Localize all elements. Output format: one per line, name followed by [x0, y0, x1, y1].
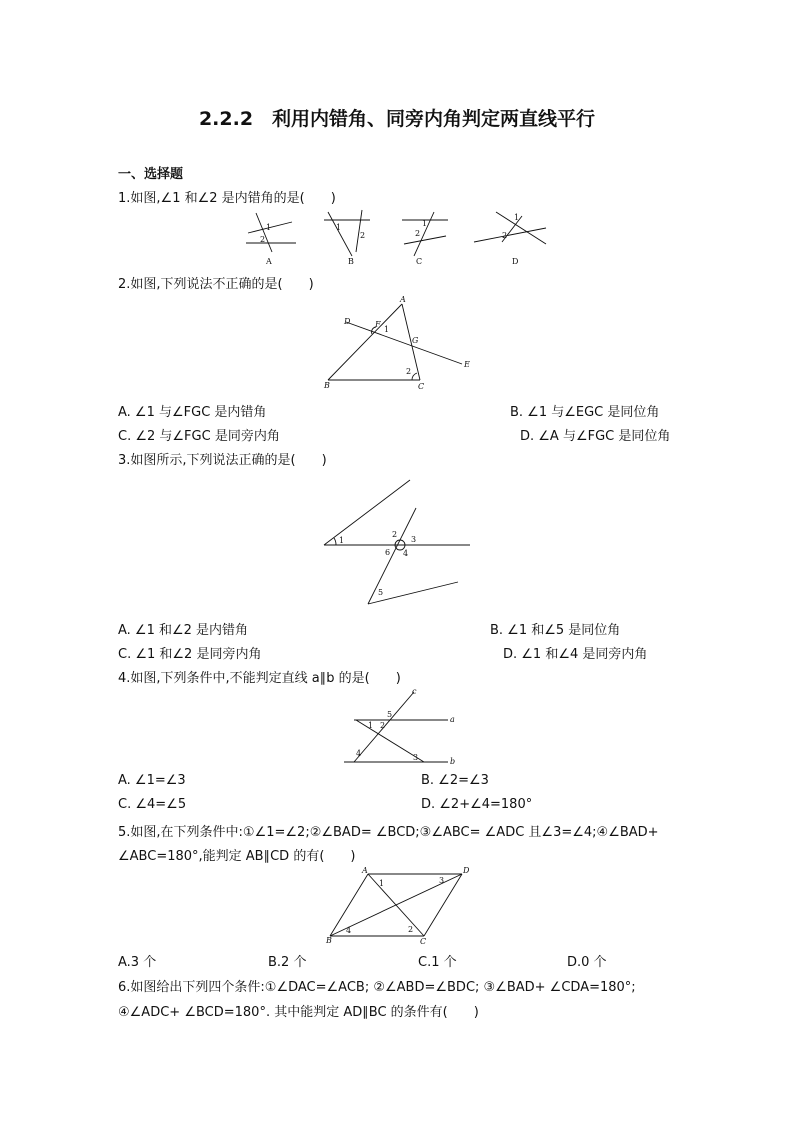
fig2-angle-1: 1 — [384, 325, 390, 334]
fig4-line-c: c — [412, 687, 417, 696]
fig1-angle-2c: 2 — [415, 229, 421, 238]
question-4-figure — [340, 688, 470, 768]
question-2-option-c: C. ∠2 与∠FGC 是同旁内角 — [118, 429, 280, 444]
fig3-angle-6: 6 — [385, 548, 391, 557]
fig2-point-e: E — [464, 360, 470, 369]
fig5-angle-2: 2 — [408, 925, 414, 934]
question-5-figure — [322, 866, 482, 944]
fig5-point-c: C — [420, 937, 427, 946]
question-2-stem: 2.如图,下列说法不正确的是( ) — [118, 277, 314, 292]
question-6-stem-line2: ④∠ADC+ ∠BCD=180°. 其中能判定 AD∥BC 的条件有( ) — [118, 1005, 479, 1020]
fig2-point-b: B — [324, 381, 330, 390]
question-3-option-b: B. ∠1 和∠5 是同位角 — [490, 623, 621, 638]
fig1-angle-2b: 2 — [360, 231, 366, 240]
fig4-angle-1: 1 — [368, 721, 374, 730]
fig1-label-b: B — [348, 257, 354, 266]
question-4-stem: 4.如图,下列条件中,不能判定直线 a∥b 的是( ) — [118, 671, 401, 686]
fig1-angle-1d: 1 — [514, 213, 520, 222]
question-3-figure — [320, 476, 480, 606]
question-3-stem: 3.如图所示,下列说法正确的是( ) — [118, 453, 327, 468]
fig1-label-d: D — [512, 257, 519, 266]
fig4-angle-2: 2 — [380, 721, 386, 730]
fig1-angle-1b: 1 — [336, 223, 342, 232]
question-3-option-c: C. ∠1 和∠2 是同旁内角 — [118, 647, 262, 662]
page-title: 2.2.2 利用内错角、同旁内角判定两直线平行 — [198, 108, 596, 130]
question-4-option-a: A. ∠1=∠3 — [118, 773, 186, 788]
question-5-stem-line2: ∠ABC=180°,能判定 AB∥CD 的有( ) — [118, 849, 356, 864]
question-4-option-c: C. ∠4=∠5 — [118, 797, 187, 812]
fig5-point-b: B — [326, 936, 332, 945]
question-2-figure — [320, 294, 480, 394]
fig5-angle-3: 3 — [439, 876, 445, 885]
fig2-point-f: F — [375, 320, 381, 329]
fig1-angle-1a: 1 — [266, 223, 272, 232]
fig3-angle-1: 1 — [339, 536, 345, 545]
fig4-line-a: a — [450, 715, 455, 724]
question-5-option-d: D.0 个 — [567, 955, 607, 970]
question-5-option-a: A.3 个 — [118, 955, 157, 970]
fig1-label-c: C — [416, 257, 423, 266]
question-1-figure — [240, 208, 560, 268]
fig3-angle-4: 4 — [403, 549, 409, 558]
fig1-label-a: A — [266, 257, 272, 266]
question-2-option-a: A. ∠1 与∠FGC 是内错角 — [118, 405, 267, 420]
fig3-angle-5: 5 — [378, 588, 384, 597]
fig1-angle-2a: 2 — [260, 235, 266, 244]
fig1-angle-1c: 1 — [422, 219, 428, 228]
fig1-angle-2d: 2 — [502, 231, 508, 240]
section-heading: 一、选择题 — [118, 167, 184, 182]
fig4-line-b: b — [450, 757, 456, 766]
fig2-angle-2: 2 — [406, 367, 412, 376]
fig2-point-d: D — [344, 317, 351, 326]
fig2-point-a: A — [400, 295, 406, 304]
fig2-point-c: C — [418, 382, 425, 391]
fig5-angle-1: 1 — [379, 879, 385, 888]
question-2-option-d: D. ∠A 与∠FGC 是同位角 — [520, 429, 671, 444]
fig4-angle-3: 3 — [413, 753, 419, 762]
question-2-option-b: B. ∠1 与∠EGC 是同位角 — [510, 405, 660, 420]
fig3-angle-3: 3 — [411, 535, 417, 544]
fig5-point-a: A — [362, 866, 368, 875]
question-1-stem: 1.如图,∠1 和∠2 是内错角的是( ) — [118, 191, 336, 206]
fig2-point-g: G — [412, 336, 419, 345]
fig5-angle-4: 4 — [346, 926, 352, 935]
question-5-option-b: B.2 个 — [268, 955, 307, 970]
question-6-stem-line1: 6.如图给出下列四个条件:①∠DAC=∠ACB; ②∠ABD=∠BDC; ③∠BAD+ ∠CDA=180°; — [118, 980, 636, 995]
fig4-angle-4: 4 — [356, 749, 362, 758]
fig5-point-d: D — [463, 866, 470, 875]
question-4-option-b: B. ∠2=∠3 — [421, 773, 489, 788]
question-3-option-d: D. ∠1 和∠4 是同旁内角 — [503, 647, 648, 662]
question-3-option-a: A. ∠1 和∠2 是内错角 — [118, 623, 249, 638]
fig4-angle-5: 5 — [387, 710, 393, 719]
fig3-angle-2: 2 — [392, 530, 398, 539]
question-5-option-c: C.1 个 — [418, 955, 457, 970]
question-5-stem-line1: 5.如图,在下列条件中:①∠1=∠2;②∠BAD= ∠BCD;③∠ABC= ∠ADC 且∠3=∠4;④∠BAD+ — [118, 825, 659, 840]
question-4-option-d: D. ∠2+∠4=180° — [421, 797, 533, 812]
